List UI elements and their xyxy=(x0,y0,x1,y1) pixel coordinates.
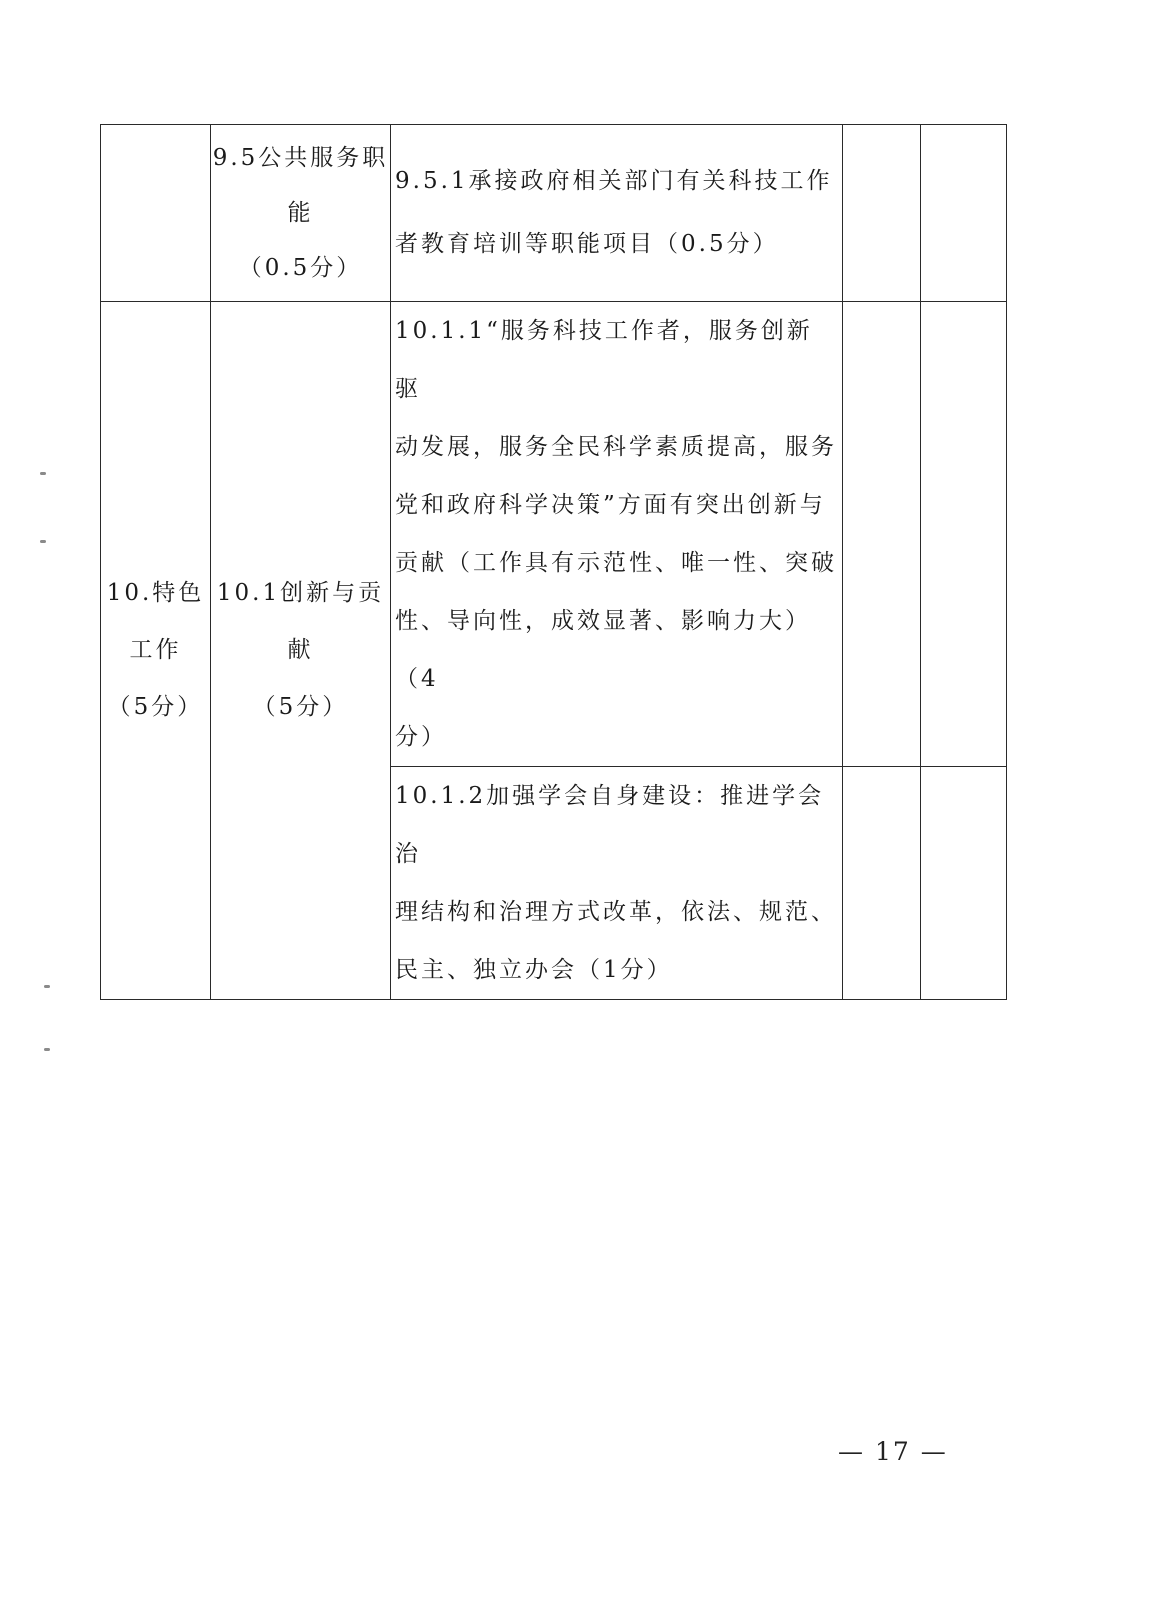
cell-line: 动发展，服务全民科学素质提高，服务 xyxy=(395,434,837,460)
cell-line: 献 xyxy=(287,637,314,663)
page-number: — 17 — xyxy=(838,1437,948,1466)
cell-line: 理结构和治理方式改革，依法、规范、 xyxy=(395,899,837,925)
cell-line: 者教育培训等职能项目（0.5分） xyxy=(395,231,779,257)
evaluation-table xyxy=(100,124,1007,1000)
score-cell xyxy=(843,125,921,302)
cell-line: 9.5.1承接政府相关部门有关科技工作 xyxy=(395,168,833,194)
scan-mark xyxy=(40,472,46,475)
cell-line: （0.5分） xyxy=(238,254,363,281)
cell-line: 10.1.1“服务科技工作者，服务创新驱 xyxy=(395,318,813,402)
cell-line: 9.5公共服务职 xyxy=(212,144,389,171)
cell-line: 分） xyxy=(395,724,447,750)
remark-cell xyxy=(921,767,1007,1000)
cell-line: （5分） xyxy=(107,694,204,720)
cell-line: （5分） xyxy=(252,694,349,720)
criteria-cell xyxy=(391,767,843,1000)
remark-cell xyxy=(921,125,1007,302)
score-cell xyxy=(843,302,921,767)
cell-line: 能 xyxy=(287,199,314,226)
scan-mark xyxy=(44,1048,50,1051)
table-row xyxy=(101,302,1007,767)
subcategory-cell xyxy=(211,302,391,1000)
category-cell xyxy=(101,125,211,302)
remark-cell xyxy=(921,302,1007,767)
cell-line: 党和政府科学决策”方面有突出创新与 xyxy=(395,492,826,518)
cell-line: 10.1创新与贡 xyxy=(216,580,385,606)
table-row xyxy=(101,125,1007,302)
scan-mark xyxy=(40,540,46,543)
criteria-cell xyxy=(391,302,843,767)
cell-line: 10.1.2加强学会自身建设：推进学会治 xyxy=(395,783,825,867)
score-cell xyxy=(843,767,921,1000)
cell-line: 性、导向性，成效显著、影响力大）（4 xyxy=(395,608,811,692)
category-cell xyxy=(101,302,211,1000)
cell-line: 10.特色 xyxy=(106,580,205,606)
scan-mark xyxy=(44,985,50,988)
criteria-cell xyxy=(391,125,843,302)
cell-line: 民主、独立办会（1分） xyxy=(395,957,673,983)
cell-line: 工作 xyxy=(129,637,182,663)
cell-line: 贡献（工作具有示范性、唯一性、突破 xyxy=(395,550,837,576)
subcategory-cell xyxy=(211,125,391,302)
